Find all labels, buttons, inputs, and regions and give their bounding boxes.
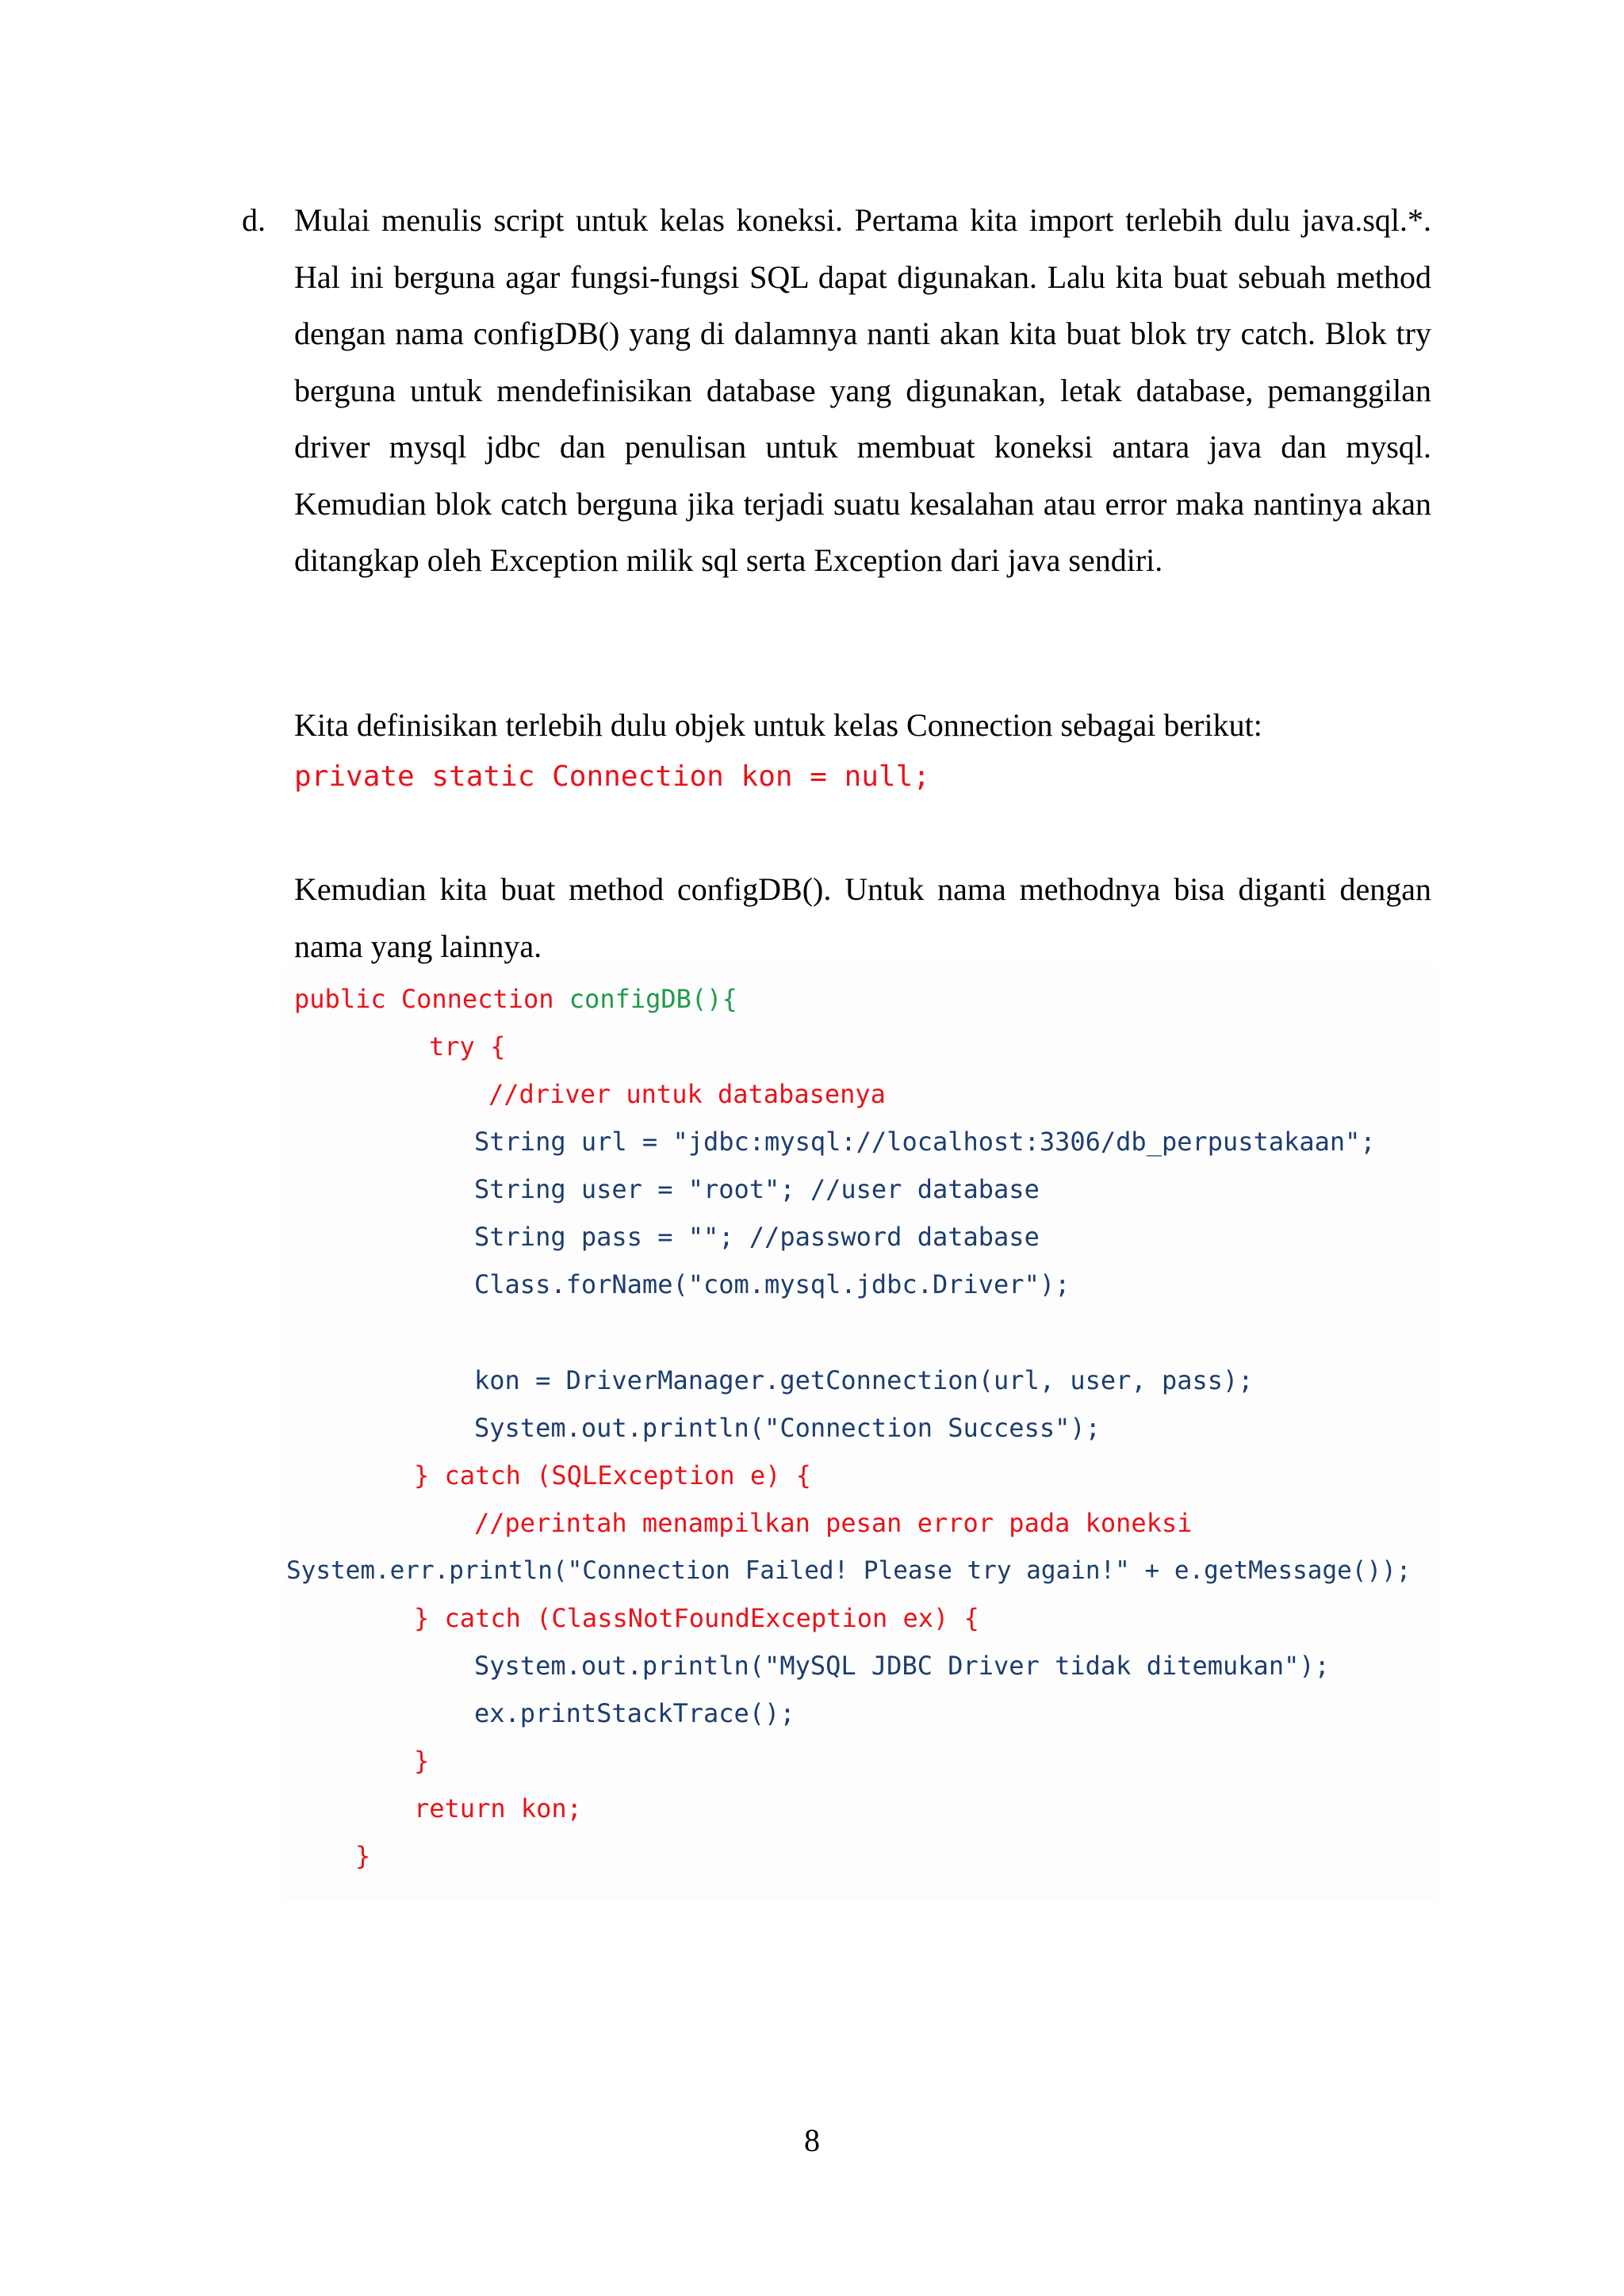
code-line-close-method: } bbox=[355, 1841, 371, 1871]
list-marker: d. bbox=[242, 202, 266, 238]
code-line-try: try { bbox=[429, 1031, 506, 1062]
page-number: 8 bbox=[804, 2122, 820, 2158]
code-line-comment-error: //perintah menampilkan pesan error pada koneksi bbox=[474, 1508, 1193, 1538]
code-line-println-driver: System.out.println("MySQL JDBC Driver tidak ditemukan"); bbox=[474, 1651, 1330, 1681]
object-intro-text: Kita definisikan terlebih dulu objek untuk kelas Connection sebagai berikut: bbox=[294, 707, 1262, 743]
code-line-err-println: System.err.println("Connection Failed! Please try again!" + e.getMessage()); bbox=[286, 1556, 1411, 1585]
code-line-pass: String pass = ""; //password database bbox=[474, 1222, 1040, 1252]
method-intro-text: Kemudian kita buat method configDB(). Untuk nama methodnya bisa diganti dengan nama yang lainnya. bbox=[294, 871, 1431, 964]
code-line-get-connection: kon = DriverManager.getConnection(url, user, pass); bbox=[474, 1365, 1254, 1395]
object-declaration-code: private static Connection kon = null; bbox=[294, 760, 930, 793]
code-line-class-forname: Class.forName("com.mysql.jdbc.Driver"); bbox=[474, 1269, 1071, 1299]
code-line-url: String url = "jdbc:mysql://localhost:3306/db_perpustakaan"; bbox=[474, 1127, 1376, 1157]
code-line-return: return kon; bbox=[414, 1793, 582, 1823]
code-signature-prefix: public Connection bbox=[294, 984, 569, 1014]
code-line-stack-trace: ex.printStackTrace(); bbox=[474, 1698, 795, 1728]
code-line-catch-sql: } catch (SQLException e) { bbox=[414, 1460, 811, 1490]
item-paragraph: Mulai menulis script untuk kelas koneksi. Pertama kita import terlebih dulu java.sql.*. Hal ini berguna agar fungsi-fungsi SQL dapat digunakan. Lalu kita buat sebuah method dengan nama configDB() yang di dalamnya nanti akan kita buat blok try catch. Blok try berguna untuk mendefinisikan database yang digunakan, letak database, pemanggilan driver mysql jdbc dan penulisan untuk membuat koneksi antara java dan mysql. Kemudian blok catch berguna jika terjadi suatu kesalahan atau error maka nantinya akan ditangkap oleh Exception milik sql serta Exception dari java sendiri. bbox=[294, 202, 1431, 578]
code-line-user: String user = "root"; //user database bbox=[474, 1174, 1040, 1204]
code-line-close-catch: } bbox=[414, 1746, 430, 1776]
code-line-catch-class-not-found: } catch (ClassNotFoundException ex) { bbox=[414, 1603, 979, 1633]
code-line-comment-driver: //driver untuk databasenya bbox=[488, 1079, 886, 1109]
code-line-signature bbox=[294, 983, 737, 1015]
code-method-name: configDB(){ bbox=[569, 984, 737, 1014]
code-line-println-success: System.out.println("Connection Success"); bbox=[474, 1413, 1101, 1443]
